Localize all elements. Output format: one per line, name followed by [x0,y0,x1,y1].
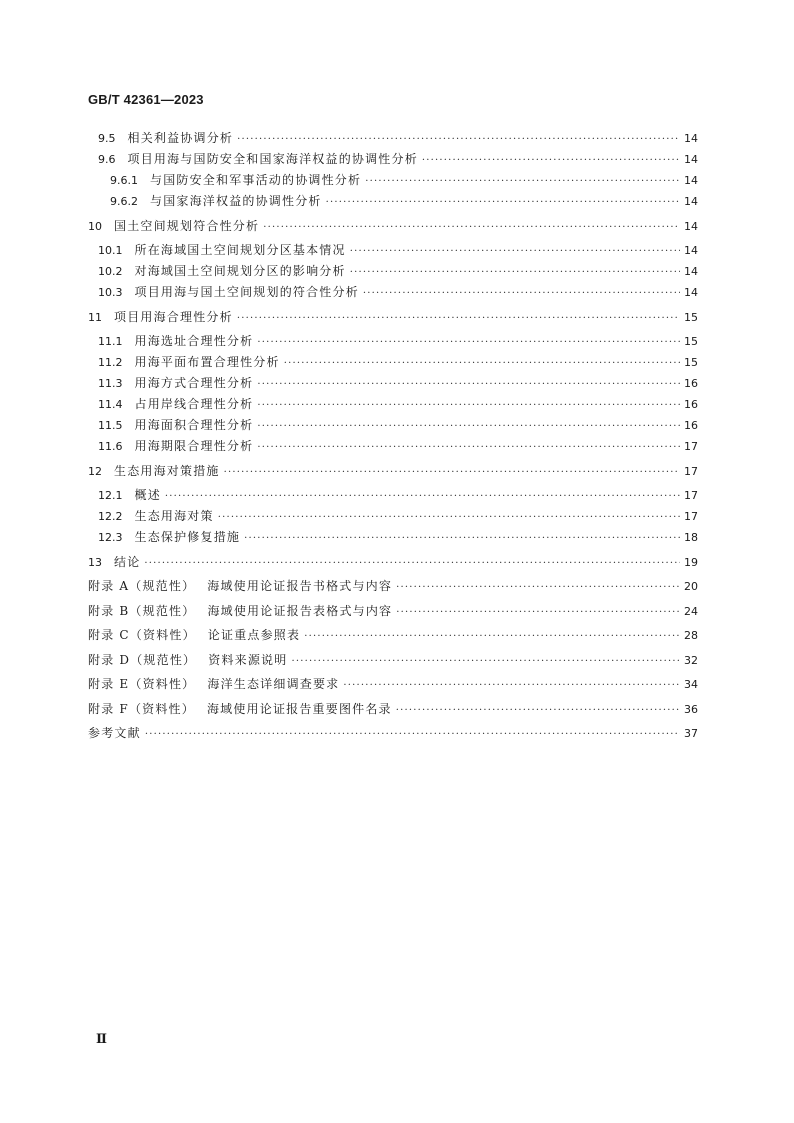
toc-page-number: 19 [684,556,698,569]
toc-entry-9-6[interactable] [88,149,698,169]
toc-page-number: 14 [684,220,698,233]
toc-entry-9-5[interactable] [88,128,698,148]
toc-leader-dots [263,218,680,238]
toc-number: 附录 E（资料性） [88,677,196,691]
toc-title: 占用岸线合理性分析 [134,397,254,411]
toc-leader-dots [326,193,680,213]
toc-number: 11.3 [98,377,123,390]
toc-leader-dots [304,627,680,647]
toc-leader-dots [237,309,680,329]
standard-number: GB/T 42361—2023 [88,92,204,107]
toc-entry-9-6-1[interactable] [88,170,698,190]
toc-page-number: 20 [684,580,698,593]
toc-number: 13 [88,556,102,569]
toc-title: 与国防安全和军事活动的协调性分析 [150,173,362,187]
toc-page-number: 15 [684,335,698,348]
toc-page-number: 14 [684,174,698,187]
toc-leader-dots [145,725,680,745]
toc-entry-11-1[interactable] [88,331,698,351]
toc-number: 11.1 [98,335,123,348]
toc-leader-dots [218,508,680,528]
toc-page-number: 14 [684,153,698,166]
toc-page-number: 16 [684,419,698,432]
toc-entry-11-4[interactable] [88,394,698,414]
toc-number: 12 [88,465,102,478]
toc-page-number: 16 [684,377,698,390]
toc-leader-dots [422,151,680,171]
toc-leader-dots [363,284,680,304]
toc-leader-dots [257,438,680,458]
toc-number: 12.3 [98,531,123,544]
toc-number: 10 [88,220,102,233]
toc-leader-dots [257,396,680,416]
toc-title: 对海域国土空间规划分区的影响分析 [134,264,346,278]
toc-page-number: 14 [684,286,698,299]
toc-entry-12-3[interactable] [88,527,698,547]
toc-title: 项目用海与国防安全和国家海洋权益的协调性分析 [127,152,418,166]
toc-number: 11.2 [98,356,123,369]
toc-number: 9.6.1 [110,174,138,187]
toc-number: 附录 C（资料性） [88,628,196,642]
toc-entry-appendix-d[interactable] [88,650,698,670]
toc-entry-appendix-b[interactable] [88,601,698,621]
toc-leader-dots [291,652,680,672]
toc-leader-dots [237,130,680,150]
toc-leader-dots [257,375,680,395]
toc-page-number: 24 [684,605,698,618]
toc-page-number: 37 [684,727,698,740]
toc-title: 用海平面布置合理性分析 [134,355,280,369]
toc-title: 与国家海洋权益的协调性分析 [150,194,322,208]
toc-leader-dots [396,578,680,598]
toc-title: 相关利益协调分析 [127,131,234,145]
toc-page-number: 14 [684,132,698,145]
toc-leader-dots [257,333,680,353]
toc-page-number: 17 [684,440,698,453]
toc-leader-dots [144,554,680,574]
toc-title: 所在海域国土空间规划分区基本情况 [134,243,346,257]
toc-number: 10.3 [98,286,123,299]
toc-page-number: 16 [684,398,698,411]
toc-title: 用海期限合理性分析 [134,439,254,453]
toc-entry-10-2[interactable] [88,261,698,281]
toc-number: 11 [88,311,102,324]
toc-number: 11.4 [98,398,123,411]
toc-page-number: 14 [684,195,698,208]
toc-entry-12-2[interactable] [88,506,698,526]
toc-leader-dots [365,172,680,192]
toc-entry-10-3[interactable] [88,282,698,302]
toc-entry-11-6[interactable] [88,436,698,456]
toc-entry-13[interactable] [88,552,698,572]
toc-leader-dots [343,676,680,696]
toc-leader-dots [350,242,680,262]
toc-title: 用海方式合理性分析 [134,376,254,390]
toc-number: 11.5 [98,419,123,432]
toc-number: 附录 B（规范性） [88,604,196,618]
toc-entry-12-1[interactable] [88,485,698,505]
toc-title: 结论 [114,555,141,569]
toc-title: 生态用海对策 [134,509,214,523]
toc-number: 12.2 [98,510,123,523]
toc-number: 附录 F（资料性） [88,702,195,716]
toc-number: 10.1 [98,244,123,257]
toc-entry-10-1[interactable] [88,240,698,260]
toc-title: 国土空间规划符合性分析 [114,219,260,233]
toc-page-number: 14 [684,244,698,257]
toc-leader-dots [350,263,680,283]
toc-page-number: 15 [684,356,698,369]
toc-title: 海域使用论证报告重要图件名录 [206,702,392,716]
toc-entry-appendix-a[interactable] [88,576,698,596]
toc-page-number: 17 [684,489,698,502]
toc-page-number: 15 [684,311,698,324]
page-number: Ⅱ [96,1032,107,1047]
toc-title: 项目用海与国土空间规划的符合性分析 [134,285,359,299]
toc-page-number: 14 [684,265,698,278]
toc-number: 10.2 [98,265,123,278]
toc-page-number: 28 [684,629,698,642]
toc-entry-appendix-f[interactable] [88,699,698,719]
toc-number: 附录 D（规范性） [88,653,197,667]
toc-leader-dots [224,463,680,483]
toc-title: 用海面积合理性分析 [134,418,254,432]
toc-title: 用海选址合理性分析 [134,334,254,348]
toc-title: 项目用海合理性分析 [114,310,233,324]
toc-entry-11-3[interactable] [88,373,698,393]
toc-entry-9-6-2[interactable] [88,191,698,211]
toc-title: 论证重点参照表 [207,628,301,642]
toc-page-number: 32 [684,654,698,667]
toc-entry-appendix-c[interactable] [88,625,698,645]
toc-title: 海域使用论证报告书格式与内容 [207,579,393,593]
toc-title: 资料来源说明 [208,653,288,667]
toc-entry-11[interactable] [88,307,698,327]
toc-title: 海域使用论证报告表格式与内容 [207,604,393,618]
toc-title: 生态保护修复措施 [134,530,241,544]
toc-entry-11-2[interactable] [88,352,698,372]
toc-number: 9.5 [98,132,116,145]
toc-number: 附录 A（规范性） [88,579,196,593]
toc-leader-dots [257,417,680,437]
toc-number: 9.6.2 [110,195,138,208]
toc-title: 生态用海对策措施 [114,464,220,478]
toc-entry-10[interactable] [88,216,698,236]
toc-title: 概述 [134,488,161,502]
toc-number: 12.1 [98,489,123,502]
toc-title: 参考文献 [88,726,141,740]
toc-leader-dots [284,354,680,374]
toc-page-number: 17 [684,510,698,523]
toc-entry-12[interactable] [88,461,698,481]
toc-leader-dots [396,701,680,721]
toc-leader-dots [244,529,680,549]
toc-title: 海洋生态详细调查要求 [207,677,340,691]
toc-entry-11-5[interactable] [88,415,698,435]
toc-entry-appendix-e[interactable] [88,674,698,694]
toc-entry-references[interactable] [88,723,698,743]
toc-page-number: 17 [684,465,698,478]
toc-page-number: 18 [684,531,698,544]
toc-number: 9.6 [98,153,116,166]
toc-leader-dots [165,487,680,507]
toc-number: 11.6 [98,440,123,453]
toc-page-number: 34 [684,678,698,691]
toc-leader-dots [396,603,680,623]
toc-page-number: 36 [684,703,698,716]
